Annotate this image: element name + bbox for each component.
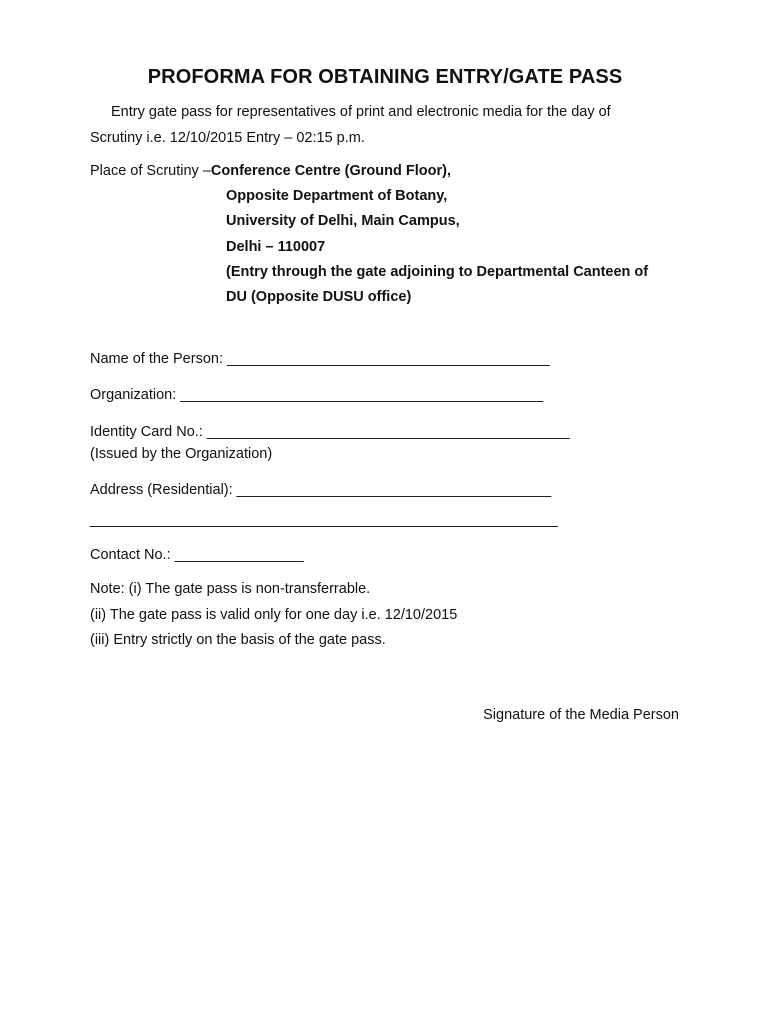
contact-number-field[interactable]: Contact No.: ________________: [90, 547, 304, 563]
address-field[interactable]: Address (Residential): _______________________________________: [90, 482, 552, 498]
intro-line-1: Entry gate pass for representatives of print and electronic media for the day of: [111, 104, 611, 120]
place-line-5: (Entry through the gate adjoining to Departmental Canteen of: [226, 264, 649, 280]
name-field[interactable]: Name of the Person: ________________________________________: [90, 351, 550, 367]
note-line-2: (ii) The gate pass is valid only for one day i.e. 12/10/2015: [90, 607, 458, 623]
organization-field[interactable]: Organization: _____________________________________________: [90, 387, 544, 403]
place-label: Place of Scrutiny –: [90, 163, 211, 179]
identity-card-note: (Issued by the Organization): [90, 446, 273, 462]
place-line-1: Conference Centre (Ground Floor),: [210, 163, 451, 179]
place-line-2: Opposite Department of Botany,: [226, 188, 448, 204]
place-line-4: Delhi – 110007: [226, 239, 326, 255]
note-line-3: (iii) Entry strictly on the basis of the gate pass.: [90, 632, 386, 648]
note-line-1: Note: (i) The gate pass is non-transferrable.: [90, 581, 371, 597]
intro-line-2: Scrutiny i.e. 12/10/2015 Entry – 02:15 p.m.: [90, 130, 365, 146]
address-field-continuation[interactable]: __________________________________________________________: [90, 512, 558, 528]
place-of-scrutiny: [90, 163, 451, 179]
page-title: PROFORMA FOR OBTAINING ENTRY/GATE PASS: [147, 66, 623, 88]
signature-label: Signature of the Media Person: [483, 707, 679, 723]
place-line-3: University of Delhi, Main Campus,: [226, 213, 460, 229]
identity-card-field[interactable]: Identity Card No.: _____________________________________________: [90, 424, 570, 440]
place-line-6: DU (Opposite DUSU office): [226, 289, 412, 305]
